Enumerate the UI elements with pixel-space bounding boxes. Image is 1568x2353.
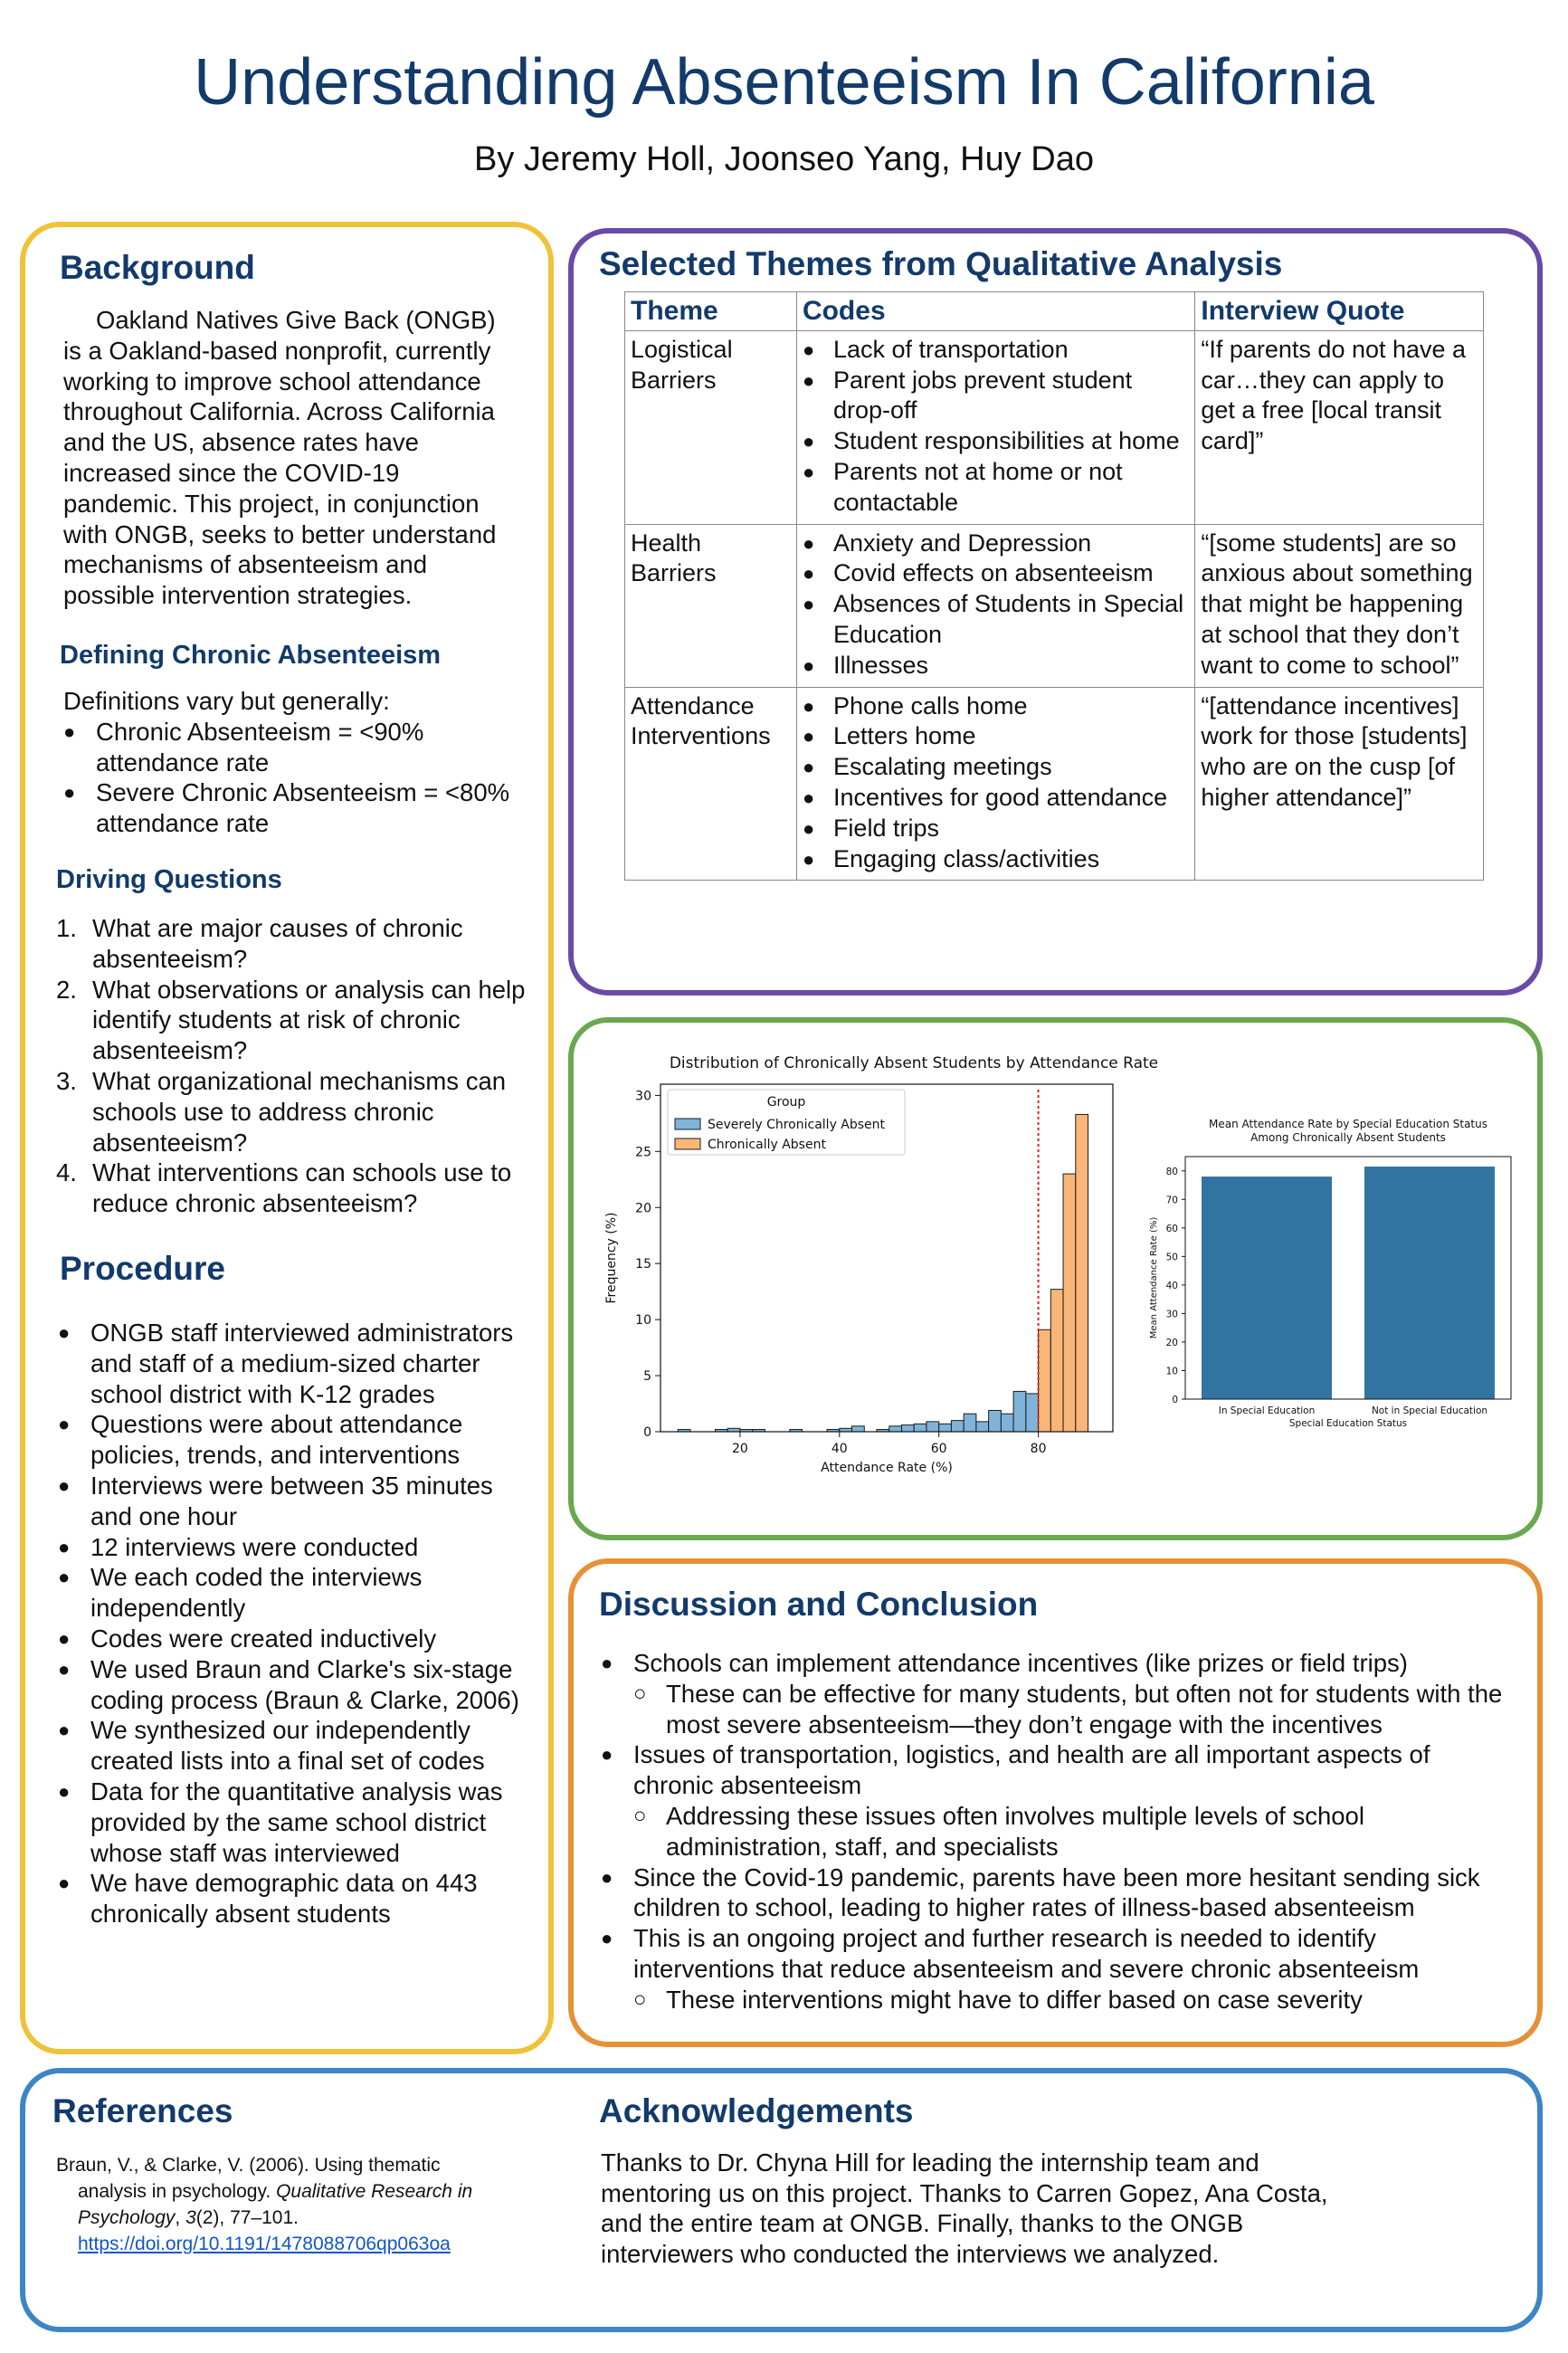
- x-axis-label: Attendance Rate (%): [821, 1461, 953, 1475]
- discussion-list: [601, 1648, 1515, 2015]
- legend-swatch: [675, 1119, 700, 1129]
- theme-quote: “If parents do not have a car…they can apply to get a free [local transit card]”: [1195, 330, 1484, 524]
- discussion-item: [601, 1862, 1515, 1924]
- discussion-text: Schools can implement attendance incentives (like prizes or field trips): [633, 1649, 1408, 1677]
- reference-volume: 3: [185, 2207, 196, 2228]
- discussion-sublist: [633, 1679, 1515, 1740]
- driving-question: [56, 1066, 527, 1157]
- reference-vol-sep: ,: [175, 2207, 186, 2228]
- discussion-sublist: [633, 1801, 1515, 1862]
- question-number: 1.: [56, 914, 77, 942]
- codes-list: [803, 335, 1189, 519]
- driving-question: [56, 1157, 527, 1219]
- question-number: 4.: [56, 1158, 77, 1187]
- y-axis-label: Frequency (%): [604, 1212, 619, 1304]
- question-text: What interventions can schools use to reduce chronic absenteeism?: [92, 1158, 512, 1218]
- references-heading: References: [52, 2092, 233, 2129]
- procedure-item: ● 12 interviews were conducted: [58, 1532, 528, 1563]
- procedure-item: ● Questions were about attendance policies, trends, and interventions: [58, 1409, 528, 1471]
- theme-quote: “[attendance incentives] work for those [students] who are on the cusp [of higher attendance]”: [1195, 687, 1484, 881]
- legend-swatch: [675, 1138, 700, 1149]
- question-number: 3.: [56, 1066, 77, 1095]
- discussion-text: This is an ongoing project and further research is needed to identify interventions that reduce absenteeism and severe chronic absenteeism: [633, 1924, 1420, 1983]
- discussion-subitem: ○ Addressing these issues often involves multiple levels of school administration, staff, and specialists: [633, 1801, 1515, 1862]
- procedure-item: ● We each coded the interviews independently: [58, 1562, 528, 1624]
- histogram-bar: [989, 1410, 1002, 1432]
- code-item: ● Lack of transportation: [803, 335, 1189, 366]
- defining-intro: Definitions vary but generally:: [63, 687, 390, 715]
- theme-name: Logistical Barriers: [625, 330, 797, 524]
- theme-row: [625, 330, 1484, 524]
- theme-row: [625, 687, 1484, 881]
- histogram-bar: [889, 1426, 902, 1432]
- procedure-item: ● Data for the quantitative analysis was provided by the same school district whose staff was interviewed: [58, 1777, 528, 1868]
- procedure-heading: Procedure: [60, 1250, 226, 1287]
- procedure-item: ● We used Braun and Clarke's six-stage coding process (Braun & Clarke, 2006): [58, 1654, 528, 1716]
- x-axis-label: Special Education Status: [1288, 1418, 1408, 1429]
- y-tick-label: 0: [643, 1425, 651, 1440]
- y-tick-label: 0: [1172, 1395, 1178, 1405]
- question-text: What are major causes of chronic absenteeism?: [92, 914, 463, 973]
- themes-header-row: [625, 292, 1484, 331]
- background-paragraph: Oakland Natives Give Back (ONGB) is a Oakland-based nonprofit, currently working to improve school attendance throughout California. Across California and the US, absence rates have increased since the COVID-19 pandemic. This project, in conjunction with ONGB, seeks to better understand mechanisms of absenteeism and possible intervention strategies.: [63, 306, 497, 610]
- discussion-text: Since the Covid-19 pandemic, parents have been more hesitant sending sick children to school, leading to higher rates of illness-based absenteeism: [633, 1862, 1480, 1922]
- discussion-heading: Discussion and Conclusion: [599, 1586, 1039, 1623]
- question-text: What observations or analysis can help identify students at risk of chronic absenteeism?: [92, 975, 526, 1065]
- themes-body: [625, 330, 1484, 881]
- defining-item: ● Chronic Absenteeism = <90% attendance rate: [63, 717, 534, 778]
- discussion-item: [601, 1739, 1515, 1862]
- theme-name: Attendance Interventions: [625, 687, 797, 881]
- poster-title: Understanding Absenteeism In California: [194, 46, 1374, 119]
- question-number: 2.: [56, 975, 77, 1004]
- bar: [1202, 1176, 1332, 1399]
- theme-row: [625, 524, 1484, 687]
- y-tick-label: 20: [1165, 1337, 1178, 1348]
- y-tick-label: 40: [1165, 1280, 1178, 1291]
- reference-pages: (2), 77–101.: [195, 2207, 299, 2228]
- procedure-item: ● Codes were created inductively: [58, 1624, 528, 1654]
- special-ed-bar-chart: [1140, 1113, 1520, 1439]
- code-item: ● Incentives for good attendance: [803, 783, 1189, 814]
- histogram-bar: [1063, 1174, 1076, 1432]
- question-text: What organizational mechanisms can schools use to address chronic absenteeism?: [92, 1066, 507, 1157]
- y-tick-label: 10: [635, 1313, 651, 1329]
- x-tick-label: 60: [930, 1442, 947, 1456]
- histogram-bar: [1001, 1414, 1013, 1432]
- bar: [1364, 1167, 1495, 1399]
- column-header-quote: Interview Quote: [1195, 292, 1484, 331]
- poster-authors: By Jeremy Holl, Joonseo Yang, Huy Dao: [473, 140, 1095, 178]
- discussion-subitem: ○ These interventions might have to differ based on case severity: [633, 1985, 1515, 2015]
- y-tick-label: 25: [635, 1145, 651, 1160]
- procedure-item: ● We synthesized our independently created lists into a final set of codes: [58, 1715, 528, 1777]
- histogram-bar: [914, 1424, 927, 1432]
- y-tick-label: 30: [1165, 1309, 1178, 1320]
- code-item: ● Phone calls home: [803, 691, 1189, 722]
- acknowledgements-heading: Acknowledgements: [599, 2092, 914, 2129]
- driving-section: [56, 913, 527, 1219]
- code-item: ● Student responsibilities at home: [803, 426, 1189, 457]
- histogram-bar: [901, 1425, 914, 1432]
- discussion-sublist: [633, 1985, 1515, 2015]
- driving-list: [56, 913, 527, 1219]
- driving-heading: Driving Questions: [56, 865, 282, 894]
- discussion-item: [601, 1648, 1515, 1739]
- themes-heading: Selected Themes from Qualitative Analysis: [599, 245, 1283, 282]
- theme-quote: “[some students] are so anxious about something that might be happening at school that they don’t want to come to school”: [1195, 524, 1484, 687]
- procedure-item: ● ONGB staff interviewed administrators and staff of a medium-sized charter school district with K-12 grades: [58, 1318, 528, 1409]
- defining-section: [63, 686, 534, 839]
- procedure-section: [58, 1318, 528, 1929]
- histogram-bar: [1050, 1290, 1063, 1432]
- acknowledgements-text: Thanks to Dr. Chyna Hill for leading the internship team and mentoring us on this project. Thanks to Carren Gopez, Ana Costa, and the entire team at ONGB. Finally, thanks to the ONGB interviewers who conducted the interviews we analyzed.: [601, 2148, 1328, 2268]
- reference-list: [56, 2152, 481, 2257]
- discussion-item: [601, 1923, 1515, 2015]
- reference-journal: Qualitative Research in Psychology: [78, 2181, 473, 2228]
- y-tick-label: 70: [1165, 1195, 1178, 1206]
- defining-list: [63, 717, 534, 839]
- discussion-subitem: ○ These can be effective for many students, but often not for students with the most severe absenteeism—they don’t engage with the incentives: [633, 1679, 1515, 1740]
- x-tick-label: 80: [1030, 1442, 1047, 1456]
- discussion-text: Issues of transportation, logistics, and health are all important aspects of chronic absenteeism: [633, 1740, 1430, 1800]
- x-tick-label: Not in Special Education: [1371, 1405, 1488, 1416]
- code-item: ● Engaging class/activities: [803, 844, 1189, 875]
- background-heading: Background: [60, 249, 255, 286]
- defining-heading: Defining Chronic Absenteeism: [60, 641, 442, 670]
- codes-list: [803, 529, 1189, 681]
- column-header-theme: Theme: [625, 292, 797, 331]
- code-item: ● Parents not at home or not contactable: [803, 457, 1189, 519]
- chart-title-line: Among Chronically Absent Students: [1250, 1131, 1446, 1144]
- theme-codes: [796, 524, 1194, 687]
- histogram-bar: [976, 1422, 989, 1432]
- code-item: ● Parent jobs prevent student drop-off: [803, 366, 1189, 427]
- code-item: ● Absences of Students in Special Education: [803, 589, 1189, 651]
- y-axis-label: Mean Attendance Rate (%): [1149, 1216, 1159, 1339]
- chart-title-line: Mean Attendance Rate by Special Education Status: [1209, 1118, 1487, 1130]
- y-tick-label: 15: [635, 1257, 651, 1272]
- histogram-chart: [588, 1041, 1167, 1484]
- histogram-bar: [939, 1424, 952, 1432]
- code-item: ● Letters home: [803, 721, 1189, 752]
- legend-title: Group: [766, 1095, 806, 1110]
- reference-authors: Braun, V., & Clarke, V. (2006). Using thematic analysis in psychology.: [56, 2155, 441, 2202]
- y-tick-label: 60: [1165, 1223, 1178, 1234]
- procedure-list: [58, 1318, 528, 1929]
- procedure-item: ● We have demographic data on 443 chronically absent students: [58, 1868, 528, 1929]
- y-tick-label: 5: [643, 1369, 651, 1385]
- x-tick-label: 20: [731, 1442, 748, 1456]
- histogram-bar: [964, 1414, 976, 1432]
- y-tick-label: 30: [635, 1089, 651, 1104]
- theme-codes: [796, 687, 1194, 881]
- defining-item: ● Severe Chronic Absenteeism = <80% attendance rate: [63, 777, 534, 839]
- code-item: ● Escalating meetings: [803, 752, 1189, 783]
- discussion-section: [601, 1648, 1515, 2015]
- histogram-bar: [1039, 1329, 1051, 1432]
- code-item: ● Anxiety and Depression: [803, 529, 1189, 559]
- chart-title: Distribution of Chronically Absent Students by Attendance Rate: [669, 1054, 1159, 1072]
- code-item: ● Covid effects on absenteeism: [803, 558, 1189, 589]
- code-item: ● Field trips: [803, 814, 1189, 844]
- procedure-item: ● Interviews were between 35 minutes and one hour: [58, 1471, 528, 1532]
- legend-label: Chronically Absent: [708, 1138, 826, 1152]
- codes-list: [803, 691, 1189, 875]
- x-tick-label: 40: [831, 1442, 848, 1456]
- reference-doi-link[interactable]: https://doi.org/10.1191/1478088706qp063oa: [78, 2234, 451, 2254]
- theme-codes: [796, 330, 1194, 524]
- code-item: ● Illnesses: [803, 651, 1189, 681]
- histogram-bar: [852, 1426, 865, 1432]
- histogram-bar: [951, 1421, 964, 1432]
- driving-question: [56, 913, 527, 975]
- legend-label: Severely Chronically Absent: [708, 1118, 886, 1132]
- histogram-bar: [1013, 1391, 1026, 1432]
- histogram-bar: [1076, 1114, 1088, 1432]
- theme-name: Health Barriers: [625, 524, 797, 687]
- histogram-bar: [927, 1422, 939, 1432]
- histogram-bar: [1026, 1394, 1039, 1432]
- driving-question: [56, 975, 527, 1066]
- x-tick-label: In Special Education: [1218, 1405, 1316, 1416]
- y-tick-label: 50: [1165, 1252, 1178, 1263]
- reference-entry: [56, 2152, 481, 2257]
- themes-table: [624, 291, 1484, 881]
- y-tick-label: 10: [1165, 1366, 1178, 1377]
- y-tick-label: 20: [635, 1201, 651, 1216]
- column-header-codes: Codes: [796, 292, 1194, 331]
- y-tick-label: 80: [1165, 1166, 1178, 1177]
